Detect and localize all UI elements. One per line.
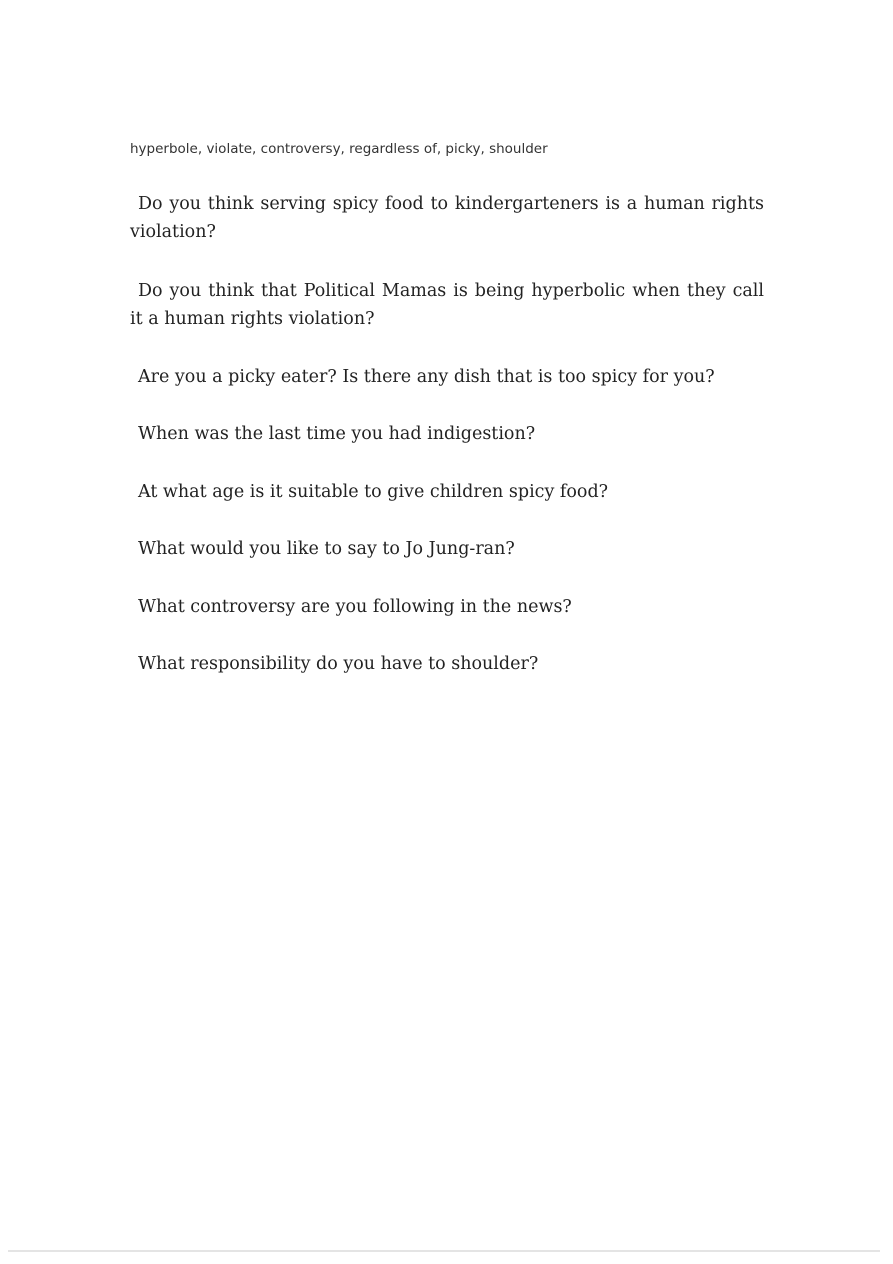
- question-2: Do you think that Political Mamas is being hyperbolic when they call it a human rights violation?: [130, 281, 764, 329]
- question-4: When was the last time you had indigestion?: [138, 424, 536, 444]
- question-7: What controversy are you following in the news?: [138, 597, 572, 617]
- question-3: Are you a picky eater? Is there any dish that is too spicy for you?: [138, 367, 715, 387]
- scan-edge-line: [8, 1250, 880, 1252]
- vocabulary-list: hyperbole, violate, controversy, regardless of, picky, shoulder: [130, 141, 548, 157]
- question-1: Do you think serving spicy food to kindergarteners is a human rights violation?: [130, 194, 764, 242]
- question-8: What responsibility do you have to shoulder?: [138, 654, 539, 674]
- question-6: What would you like to say to Jo Jung-ran?: [138, 539, 515, 559]
- question-5: At what age is it suitable to give children spicy food?: [138, 482, 609, 502]
